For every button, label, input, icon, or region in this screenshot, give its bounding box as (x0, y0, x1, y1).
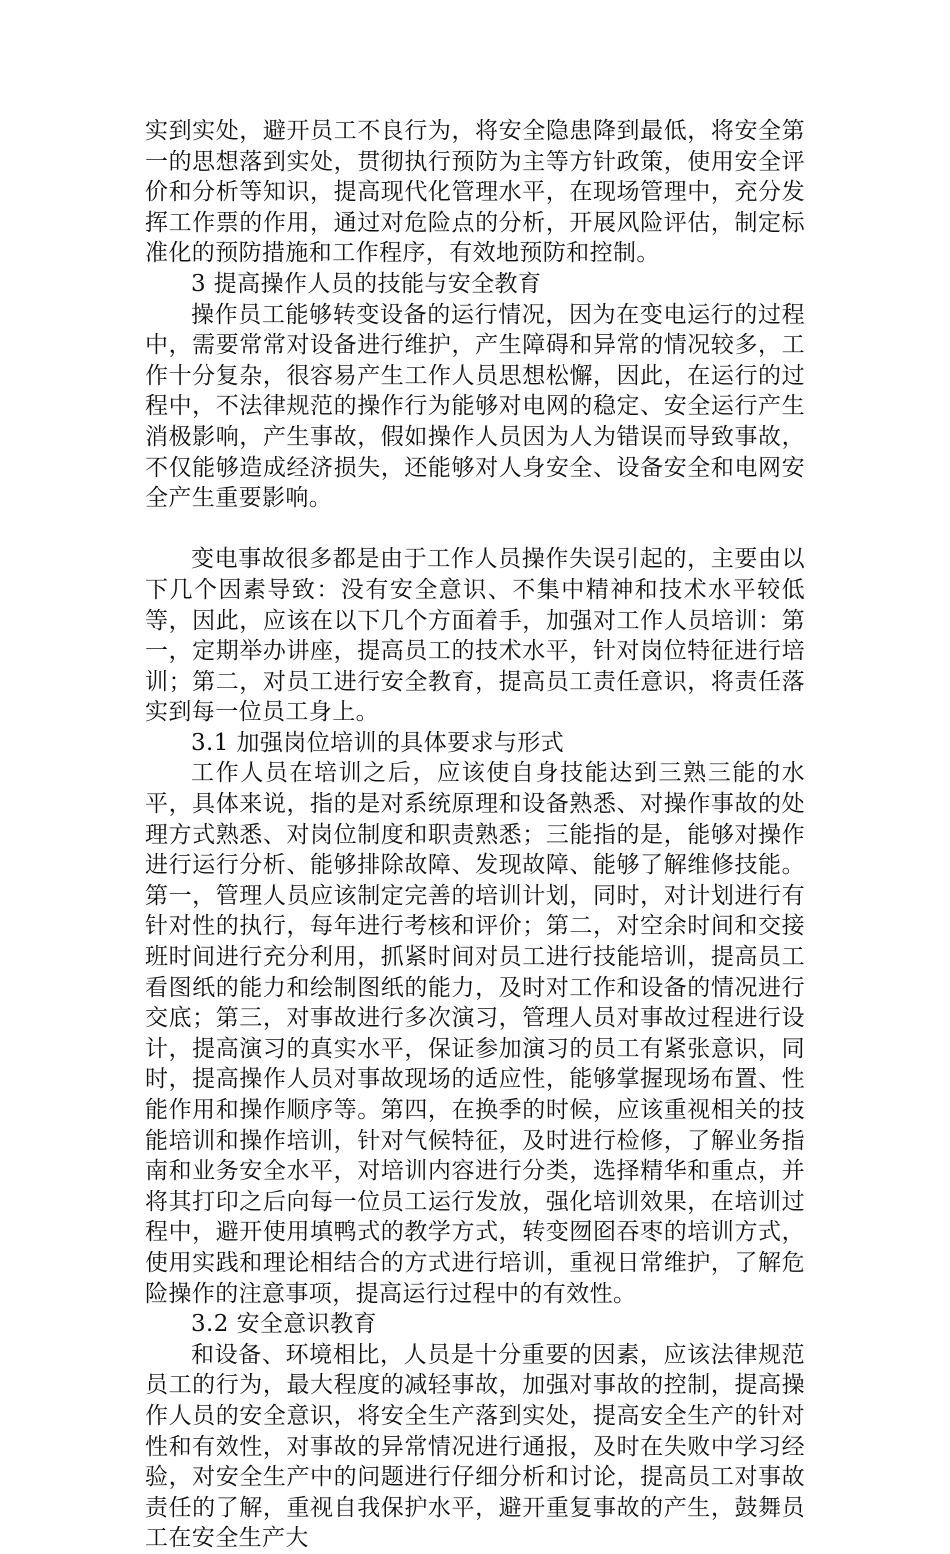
section-heading-3-1: 3.1 加强岗位培训的具体要求与形式 (191, 729, 565, 756)
paragraph-3-2: 和设备、环境相比，人员是十分重要的因素，应该法律规范员工的行为，最大程度的减轻事故，加强对事故的控制，提高操作人员的安全意识，将安全生产落到实处，提高安全生产的针对性和有效性，对事故的异常情况进行通报，及时在失败中学习经验，对安全生产中的问题进行仔细分析和讨论，提高员工对事故责任的了解，重视自我保护水平，避开重复事故的产生，鼓舞员工在安全生产大 (145, 1341, 805, 1552)
paragraph-spacer (145, 514, 805, 545)
paragraph-intro: 实到实处，避开员工不良行为，将安全隐患降到最低，将安全第一的思想落到实处，贯彻执行预防为主等方针政策，使用安全评价和分析等知识，提高现代化管理水平，在现场管理中，充分发挥工作票的作用，通过对危险点的分析，开展风险评估，制定标准化的预防措施和工作程序，有效地预防和控制。 (145, 118, 805, 267)
paragraph-3a: 操作员工能够转变设备的运行情况，因为在变电运行的过程中，需要常常对设备进行维护，产生障碍和异常的情况较多，工作十分复杂，很容易产生工作人员思想松懈，因此，在运行的过程中，不法律规范的操作行为能够对电网的稳定、安全运行产生消极影响，产生事故，假如操作人员因为人为错误而导致事故，不仅能够造成经济损失，还能够对人身安全、设备安全和电网安全产生重要影响。 (145, 301, 805, 512)
section-heading-3: 3 提高操作人员的技能与安全教育 (191, 270, 542, 297)
paragraph-3b: 变电事故很多都是由于工作人员操作失误引起的，主要由以下几个因素导致：没有安全意识、不集中精神和技术水平较低等，因此，应该在以下几个方面着手，加强对工作人员培训：第一，定期举办讲座，提高员工的技术水平，针对岗位特征进行培训；第二，对员工进行安全教育，提高员工责任意识，将责任落实到每一位员工身上。 (145, 546, 805, 726)
paragraph-3-1: 工作人员在培训之后，应该使自身技能达到三熟三能的水平，具体来说，指的是对系统原理和设备熟悉、对操作事故的处理方式熟悉、对岗位制度和职责熟悉；三能指的是，能够对操作进行运行分析、能够排除故障、发现故障、能够了解维修技能。第一，管理人员应该制定完善的培训计划，同时，对计划进行有针对性的执行，每年进行考核和评价；第二，对空余时间和交接班时间进行充分利用，抓紧时间对员工进行技能培训，提高员工看图纸的能力和绘制图纸的能力，及时对工作和设备的情况进行交底；第三，对事故进行多次演习，管理人员对事故过程进行设计，提高演习的真实水平，保证参加演习的员工有紧张意识，同时，提高操作人员对事故现场的适应性，能够掌握现场布置、性能作用和操作顺序等。第四，在换季的时候，应该重视相关的技能培训和操作培训，针对气候特征，及时进行检修，了解业务指南和业务安全水平，对培训内容进行分类，选择精华和重点，并将其打印之后向每一位员工运行发放，强化培训效果，在培训过程中，避开使用填鸭式的教学方式，转变囫囵吞枣的培训方式，使用实践和理论相结合的方式进行培训，重视日常维护，了解危险操作的注意事项，提高运行过程中的有效性。 (145, 760, 805, 1307)
document-page (145, 116, 805, 1554)
section-heading-3-2: 3.2 安全意识教育 (191, 1311, 377, 1338)
